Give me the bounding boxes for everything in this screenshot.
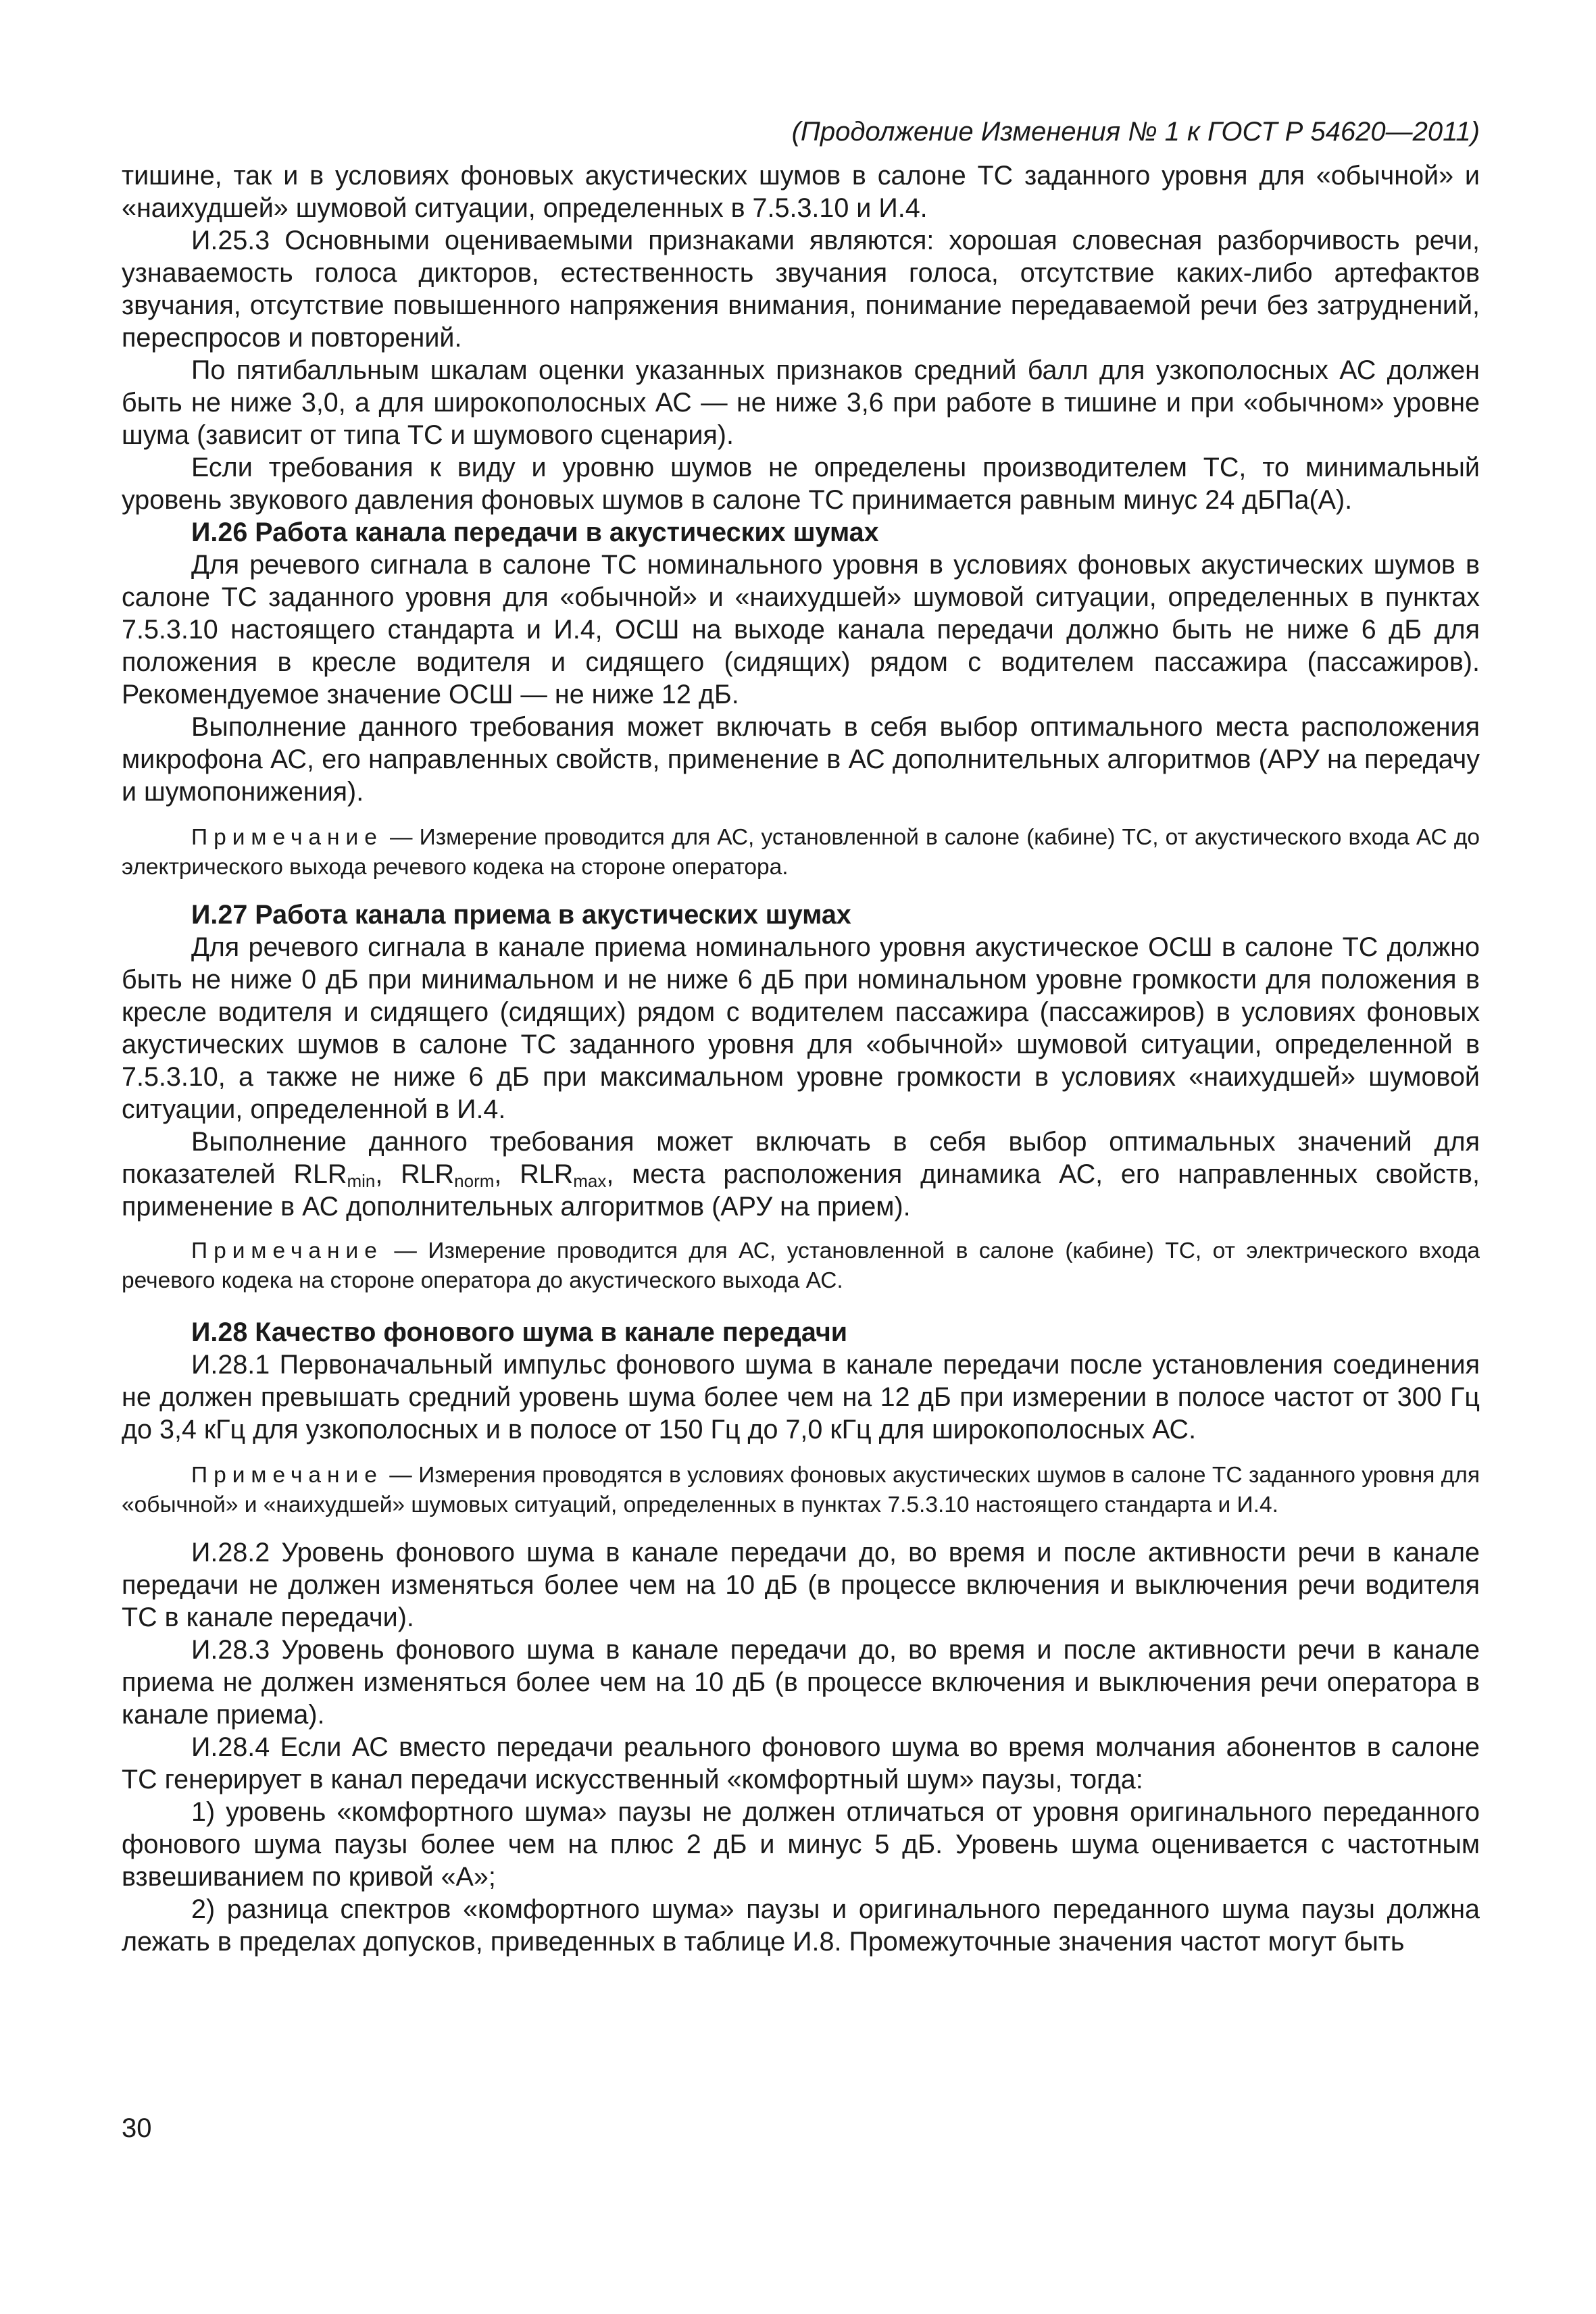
note-label: Примечание — [191, 825, 383, 850]
note-text: — Измерения проводятся в условиях фоновых акустических шумов в салоне ТС заданного уровня для «обычной» и «наихудшей» шумовых ситуаций, определенных в пунктах 7.5.3.10 настоящего стандарта и И.4. — [122, 1463, 1480, 1517]
paragraph-i28-1: И.28.1 Первоначальный импульс фонового шума в канале передачи после установления соединения не должен превышать средний уровень шума более чем на 12 дБ при измерении в полосе частот от 300 Гц до 3,4 кГц для узкополосных и в полосе от 150 Гц до 7,0 кГц для широкополосных АС. — [122, 1350, 1480, 1444]
rlr-max: $RLR_{max}$ — [520, 1159, 607, 1191]
text-part: места расположения динамика АС, его направленных свойств, применение в АС дополнительных алгоритмов (АРУ на прием). — [122, 1159, 1480, 1222]
note-i27 — [122, 1236, 1480, 1296]
note-text: — Измерение проводится для АС, установленной в салоне (кабине) ТС, от электрического входа речевого кодека на стороне оператора до акустического выхода АС. — [122, 1238, 1480, 1293]
heading-i28: И.28 Качество фонового шума в канале передачи — [191, 1317, 848, 1347]
document-page — [122, 115, 1480, 1958]
heading-i27: И.27 Работа канала приема в акустических шумах — [191, 900, 851, 930]
paragraph-i25-3: И.25.3 Основными оцениваемыми признаками являются: хорошая словесная разборчивость речи, узнаваемость голоса дикторов, естественность звучания голоса, отсутствие каких-либо артефактов звучания, отсутствие повышенного напряжения внимания, понимание передаваемой речи без затруднений, переспросов и повторений. — [122, 226, 1480, 353]
paragraph-i26-1: Для речевого сигнала в салоне ТС номинального уровня в условиях фоновых акустических шумов в салоне ТС заданного уровня для «обычной» и «наихудшей» шумовой ситуации, определенных в пунктах 7.5.3.10 настоящего стандарта и И.4, ОСШ на выходе канала передачи должно быть не ниже 6 дБ для положения в кресле водителя и сидящего (сидящих) рядом с водителем пассажира (пассажиров). Рекомендуемое значение ОСШ — не ниже 12 дБ. — [122, 550, 1480, 709]
rlr-min: $RLR_{min}$ — [293, 1159, 376, 1191]
rlr-norm: $RLR_{norm}$ — [401, 1159, 495, 1191]
paragraph-i27-2: Выполнение данного требования может включать в себя выбор оптимальных значений для показателей $RLR_{min}$, $RLR_{norm}$, $RLR_{max}$, места расположения динамика АС, его направленных свойств, применение в АС дополнительных алгоритмов (АРУ на прием). — [122, 1127, 1480, 1222]
note-i28 — [122, 1461, 1480, 1520]
paragraph-scale: По пятибалльным шкалам оценки указанных признаков средний балл для узкополосных АС должен быть не ниже 3,0, а для широкополосных АС — не ниже 3,6 при работе в тишине и при «обычном» уровне шума (зависит от типа ТС и шумового сценария). — [122, 355, 1480, 450]
paragraph-i28-4: И.28.4 Если АС вместо передачи реального фонового шума во время молчания абонентов в салоне ТС генерирует в канал передачи искусственный «комфортный шум» паузы, тогда: — [122, 1732, 1480, 1794]
page-number: 30 — [122, 2113, 152, 2143]
paragraph-noise-level: Если требования к виду и уровню шумов не определены производителем ТС, то минимальный уровень звукового давления фоновых шумов в салоне ТС принимается равным минус 24 дБПа(А). — [122, 453, 1480, 515]
paragraph-i26-2: Выполнение данного требования может включать в себя выбор оптимального места расположения микрофона АС, его направленных свойств, применение в АС дополнительных алгоритмов (АРУ на передачу и шумопонижения). — [122, 712, 1480, 807]
note-text: — Измерение проводится для АС, установленной в салоне (кабине) ТС, от акустического входа АС до электрического выхода речевого кодека на стороне оператора. — [122, 825, 1480, 880]
paragraph-i28-2: И.28.2 Уровень фонового шума в канале передачи до, во время и после активности речи в канале передачи не должен изменяться более чем на 10 дБ (в процессе включения и выключения речи водителя ТС в канале передачи). — [122, 1538, 1480, 1632]
text-part: Выполнение данного требования может включать в себя выбор оптимальных значений для показателей — [122, 1127, 1480, 1189]
list-item-2: 2) разница спектров «комфортного шума» паузы и оригинального переданного шума паузы должна лежать в пределах допусков, приведенных в таблице И.8. Промежуточные значения частот могут быть — [122, 1894, 1480, 1957]
running-header: (Продолжение Изменения № 1 к ГОСТ Р 54620—2011) — [791, 117, 1480, 147]
heading-i26: И.26 Работа канала передачи в акустических шумах — [191, 518, 879, 547]
paragraph-i28-3: И.28.3 Уровень фонового шума в канале передачи до, во время и после активности речи в канале приема не должен изменяться более чем на 10 дБ (в процессе включения и выключения речи оператора в канале приема). — [122, 1635, 1480, 1730]
paragraph-i27-1: Для речевого сигнала в канале приема номинального уровня акустическое ОСШ в салоне ТС должно быть не ниже 0 дБ при минимальном и не ниже 6 дБ при номинальном уровне громкости для положения в кресле водителя и сидящего (сидящих) рядом с водителем пассажира (пассажиров) в условиях фоновых акустических шумов в салоне ТС заданного уровня для «обычной» шумовой ситуации, определенной в 7.5.3.10, а также не ниже 6 дБ при максимальном уровне громкости в условиях «наихудшей» шумовой ситуации, определенной в И.4. — [122, 932, 1480, 1124]
paragraph-continuation: тишине, так и в условиях фоновых акустических шумов в салоне ТС заданного уровня для «обычной» и «наихудшей» шумовой ситуации, определенных в 7.5.3.10 и И.4. — [122, 161, 1480, 223]
note-i26 — [122, 823, 1480, 882]
note-label: Примечание — [191, 1463, 383, 1488]
list-item-1: 1) уровень «комфортного шума» паузы не должен отличаться от уровня оригинального переданного фонового шума паузы более чем на плюс 2 дБ и минус 5 дБ. Уровень шума оценивается с частотным взвешиванием по кривой «А»; — [122, 1797, 1480, 1892]
note-label: Примечание — [191, 1238, 383, 1263]
